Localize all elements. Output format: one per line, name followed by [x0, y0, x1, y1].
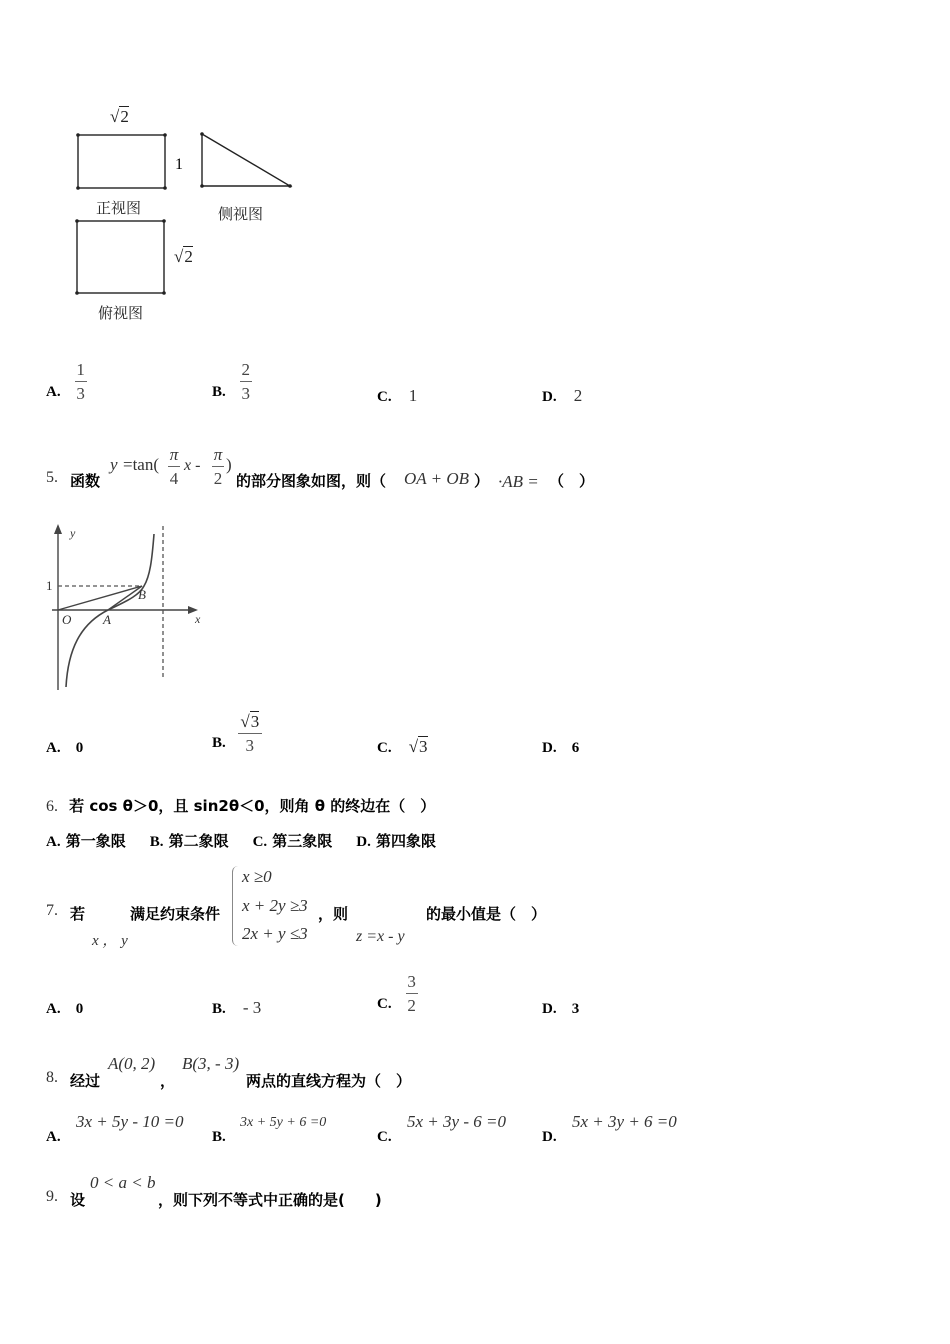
top-view-label: 俯视图	[98, 304, 144, 322]
q6-stem: 6. 若 cos θ＞0，且 sin2θ＜0，则角 θ 的终边在（ ）	[46, 797, 436, 815]
front-height-label: 1	[175, 156, 183, 173]
question-number: 9.	[46, 1188, 58, 1205]
q5-option-b[interactable]: B. $\frac{√3}{3}$	[212, 712, 262, 755]
q5-option-a[interactable]: A. 0	[46, 740, 84, 756]
q8-option-a[interactable]: A. 3x + 5y - 10 =0	[46, 1112, 184, 1145]
question-number: 8.	[46, 1069, 58, 1086]
tan-graph-drawing	[40, 520, 220, 695]
front-width-label: √2	[110, 107, 129, 126]
question-number: 7.	[46, 902, 58, 919]
front-view-label: 正视图	[96, 199, 142, 217]
vector-ab: ·AB =	[498, 472, 539, 491]
q4-option-b[interactable]: B. $\frac{2}{3}$	[212, 360, 251, 403]
q6-option-d[interactable]: D. 第四象限	[356, 832, 436, 850]
q5-option-c[interactable]: C. √3	[377, 737, 428, 756]
q6-option-c[interactable]: C. 第三象限	[252, 832, 333, 850]
q7-option-a[interactable]: A. 0	[46, 1001, 84, 1017]
question-number: 6.	[46, 798, 58, 815]
vector-sum: OA + OB	[404, 469, 469, 488]
q7-option-b[interactable]: B. - 3	[212, 998, 262, 1017]
q8-option-c[interactable]: C. 5x + 3y - 6 =0	[377, 1112, 506, 1145]
fraction: $\frac{1}{3}$	[76, 360, 85, 403]
q4-option-d[interactable]: D. 2	[542, 386, 583, 405]
top-depth-label: √2	[174, 247, 193, 266]
q6-options	[46, 830, 436, 851]
q8-stem: 8. 经过 A(0, 2) ， B(3, - 3) 两点的直线方程为（ ）	[46, 1054, 412, 1090]
fraction: $\frac{√3}{3}$	[238, 712, 262, 755]
question-number: 5.	[46, 469, 58, 486]
left-brace	[232, 866, 239, 946]
three-view-figure	[60, 100, 310, 330]
q4-option-a[interactable]: A. $\frac{1}{3}$	[46, 360, 85, 403]
q6-option-a[interactable]: A. 第一象限	[46, 832, 126, 850]
fraction: $\frac{3}{2}$	[407, 972, 416, 1015]
q9-stem: 9. 设 0 < a < b ，则下列不等式中正确的是( )	[46, 1173, 382, 1209]
q7-option-d[interactable]: D. 3	[542, 1001, 580, 1017]
q4-option-c[interactable]: C. 1	[377, 386, 418, 405]
fraction-pi-4: π 4	[169, 445, 179, 488]
fraction-pi-2: π 2	[213, 445, 223, 488]
tan-graph: y x 1 O A B	[40, 520, 220, 695]
q7-option-c[interactable]: C. $\frac{3}{2}$	[377, 972, 416, 1015]
q8-option-d[interactable]: D. 5x + 3y + 6 =0	[542, 1112, 677, 1145]
q5-option-d[interactable]: D. 6	[542, 740, 580, 756]
q8-option-b[interactable]: B. 3x + 5y + 6 =0	[212, 1115, 327, 1145]
fraction: $\frac{2}{3}$	[241, 360, 251, 403]
q5-stem: 5. 函数 y =tan( π 4 x - π 2 ) 的部分图象如图，则（ OA + OB ） ·AB = （ ）	[46, 445, 595, 491]
q7-stem: 7. 若 x ， y 满足约束条件 x ≥0 x + 2y ≥3 2x + y ≤3 ，则 z =x - y 的最小值是（ ）	[46, 867, 547, 949]
side-view-label: 侧视图	[218, 205, 264, 223]
q6-option-b[interactable]: B. 第二象限	[149, 832, 229, 850]
